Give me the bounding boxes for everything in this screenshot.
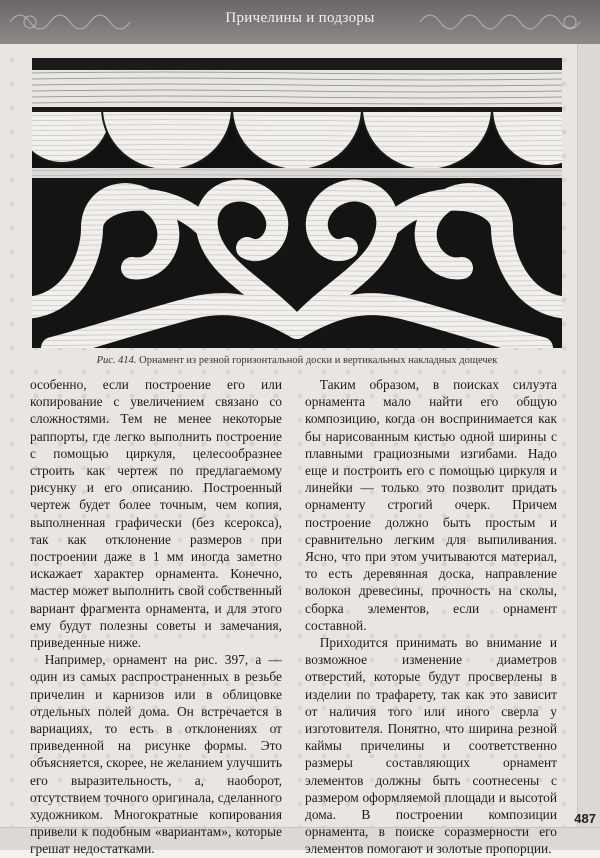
paragraph: Таким образом, в поисках силуэта орнамента мало найти его общую композицию, когда он воспринимается как бы нарисованным кистью одной ширины с плавными грациозными изгибами. Надо еще и построить его с помощью циркуля и линейки — только это позволит придать орнаменту строгий очерк. Причем построение должно быть простым и сравнительно легким для выпиливания. Ясно, что при этом учитываются материал, то есть деревянная доска, направление волокон древесины, прочность на сколы, сборка элементов, если орнамент составной. [305, 377, 557, 633]
figure-caption [32, 355, 562, 366]
figure-ornament-illustration [32, 58, 562, 348]
page-number: 487 [574, 811, 596, 826]
carved-ornament-image [32, 58, 562, 348]
figure-caption-text: Орнамент из резной горизонтальной доски и вертикальных накладных дощечек [139, 355, 498, 366]
figure-caption-label: Рис. 414. [96, 355, 137, 366]
paragraph: Приходится принимать во внимание и возможное изменение диаметров отверстий, которые будут просверлены в изделии по трафарету, так как это зависит от наличия того или иного сверла у изготовителя. Понятно, что ширина резной каймы причелины и соответственно размеры составляющих орнамент элементов должны быть соотнесены с размером оформляемой площади и высотой дома. В построении композиции орнамента, в поиске соразмерности его элементов помогают и золотые пропорции. [305, 635, 557, 857]
paragraph: особенно, если построение его или копирование с увеличением связано со сложностями. Тем не менее некоторые раппорты, где легко выполнить построение с помощью циркуля, целесообразнее строить как чертеж по предлагаемому рисунку и его описанию. Построенный чертеж будет более точным, чем копия, выполненная графически (без ксерокса), так как отклонение размеров при построении даже в 1 мм иногда заметно искажает характер орнамента. Конечно, мастер может выполнить свой собственный вариант фрагмента орнамента, и для этого ему будут полезны советы и замечания, приведенные ниже. [30, 377, 282, 651]
running-header [0, 0, 600, 44]
page-edge-ornament [577, 44, 600, 850]
text-column-right [305, 376, 557, 858]
paragraph: Например, орнамент на рис. 397, а — один из самых распространенных в резьбе причелин и карнизов или в облицовке отдельных полей дома. Он встречается в вариациях, то есть в отклонениях от приведенной на рисунке формы. Это объясняется, скорее, не желанием улучшить его выразительность, а, наоборот, отсутствием точного оригинала, сделанного художником. Многократные копирования привели к подобным «вариантам», которые грешат недостатками. [30, 652, 282, 857]
text-column-left [30, 376, 282, 858]
header-title: Причелины и подзоры [225, 10, 375, 26]
